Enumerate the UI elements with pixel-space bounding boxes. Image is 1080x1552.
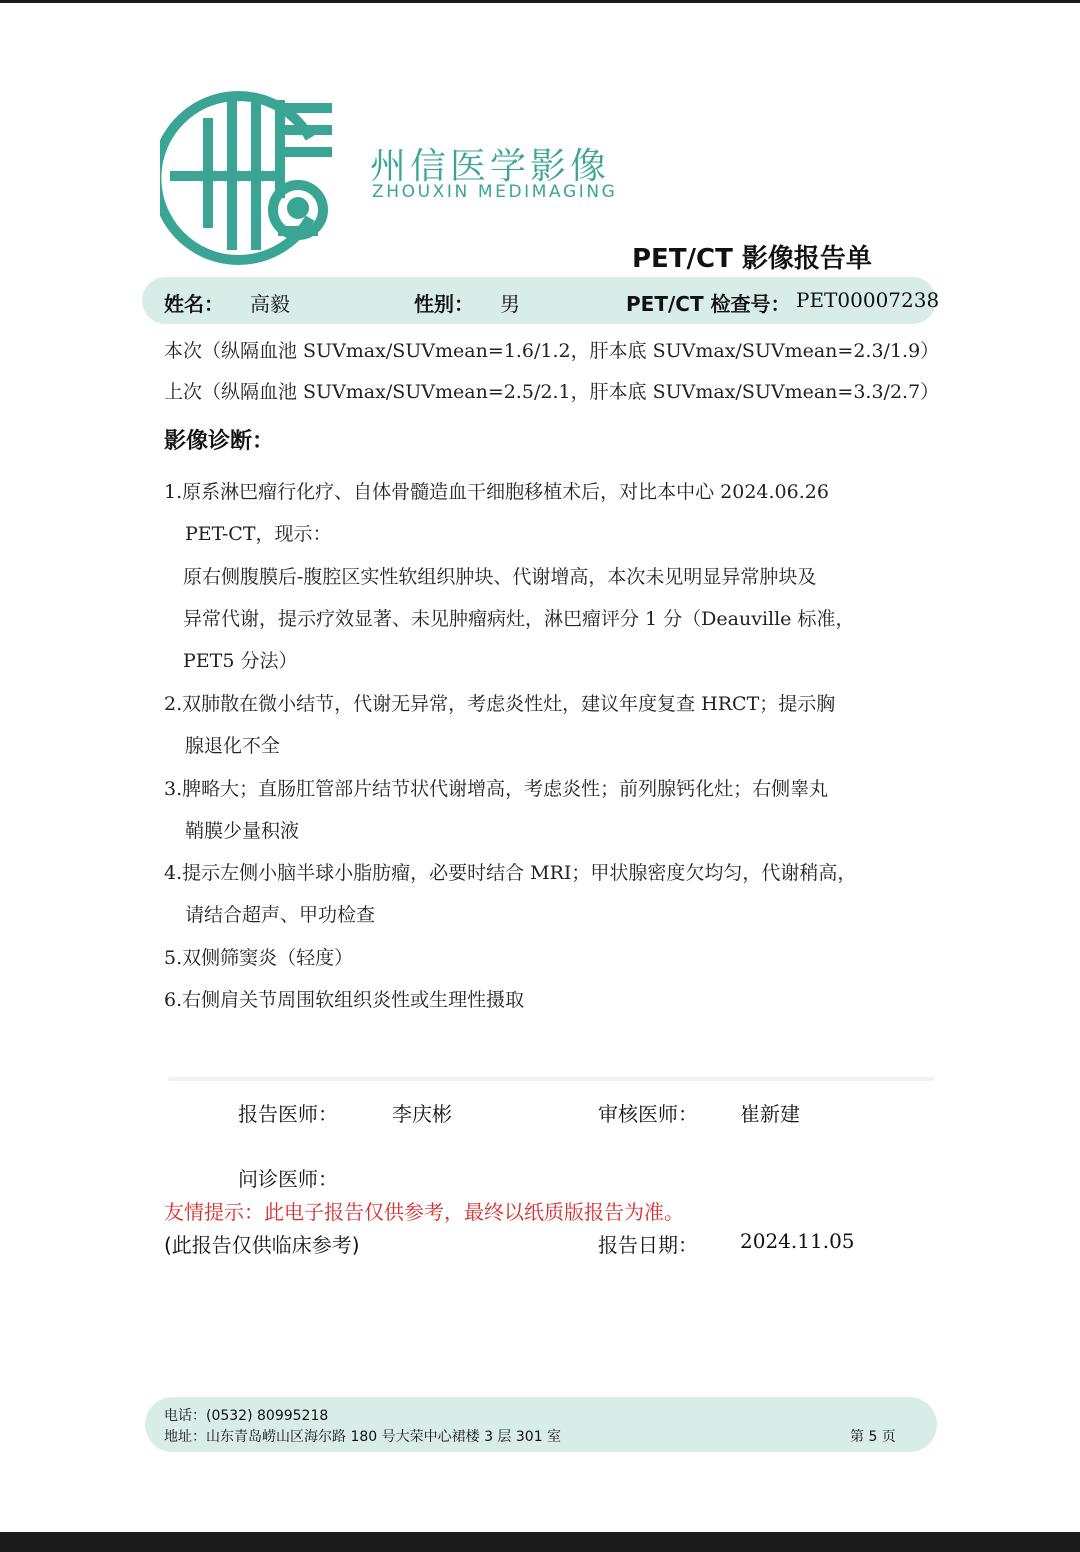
- clinical-reference-note: (此报告仅供临床参考): [164, 1233, 360, 1257]
- diagnosis-line: 原右侧腹膜后-腹腔区实性软组织肿块、代谢增高，本次未见明显异常肿块及: [183, 566, 817, 588]
- brand-name-cn: 州信医学影像: [370, 146, 611, 187]
- brand-name-en: ZHOUXIN MEDIMAGING: [372, 182, 618, 202]
- sex-label: 性别：: [414, 292, 474, 316]
- report-date: 2024.11.05: [740, 1229, 855, 1253]
- diagnosis-line: 请结合超声、甲功检查: [185, 904, 376, 926]
- name-label: 姓名：: [164, 292, 224, 316]
- patient-name: 高毅: [250, 292, 290, 316]
- footer-address: 地址：山东青岛崂山区海尔路 180 号大荣中心裙楼 3 层 301 室: [164, 1429, 562, 1445]
- consult-doctor-label: 问诊医师：: [238, 1167, 338, 1191]
- diagnosis-line: 2.双肺散在微小结节，代谢无异常，考虑炎性灶，建议年度复查 HRCT；提示胸: [164, 693, 836, 715]
- diagnosis-line: 4.提示左侧小脑半球小脂肪瘤，必要时结合 MRI；甲状腺密度欠均匀，代谢稍高，: [164, 862, 857, 884]
- report-doctor-name: 李庆彬: [392, 1102, 452, 1126]
- review-doctor-name: 崔新建: [740, 1102, 800, 1126]
- exam-number-label: PET/CT 检查号：: [626, 292, 791, 316]
- top-edge-bar: [0, 0, 1080, 3]
- bottom-edge-bar: [0, 1532, 1080, 1552]
- diagnosis-line: PET5 分法）: [183, 650, 298, 672]
- diagnosis-line: 3.脾略大；直肠肛管部片结节状代谢增高，考虑炎性；前列腺钙化灶；右侧睾丸: [164, 778, 829, 800]
- page-number: 第 5 页: [850, 1429, 896, 1445]
- footer-phone: 电话：(0532) 80995218: [164, 1408, 329, 1424]
- diagnosis-line: 6.右侧肩关节周围软组织炎性或生理性摄取: [164, 989, 525, 1011]
- diagnosis-line: PET-CT，现示：: [185, 523, 332, 545]
- diagnosis-line: 1.原系淋巴瘤行化疗、自体骨髓造血干细胞移植术后，对比本中心 2024.06.26: [164, 481, 829, 503]
- diagnosis-line: 腺退化不全: [185, 735, 281, 757]
- section-divider: [168, 1077, 934, 1081]
- diagnosis-line: 鞘膜少量积液: [185, 820, 300, 842]
- suv-current-line: 本次（纵隔血池 SUVmax/SUVmean=1.6/1.2，肝本底 SUVmax/SUVmean=2.3/1.9）: [164, 340, 940, 362]
- report-date-label: 报告日期：: [598, 1233, 698, 1257]
- notice-text: 友情提示：此电子报告仅供参考，最终以纸质版报告为准。: [164, 1200, 684, 1224]
- diagnosis-line: 异常代谢，提示疗效显著、未见肿瘤病灶，淋巴瘤评分 1 分（Deauville 标准，: [183, 608, 855, 630]
- suv-previous-line: 上次（纵隔血池 SUVmax/SUVmean=2.5/2.1，肝本底 SUVmax/SUVmean=3.3/2.7）: [164, 381, 940, 403]
- review-doctor-label: 审核医师：: [598, 1102, 698, 1126]
- report-title: PET/CT 影像报告单: [632, 244, 872, 274]
- patient-sex: 男: [500, 292, 520, 316]
- exam-number: PET00007238: [796, 288, 940, 312]
- zhouxin-logo-icon: [160, 78, 336, 268]
- report-doctor-label: 报告医师：: [238, 1102, 338, 1126]
- diagnosis-title: 影像诊断：: [164, 429, 275, 454]
- diagnosis-line: 5.双侧筛窦炎（轻度）: [164, 947, 354, 969]
